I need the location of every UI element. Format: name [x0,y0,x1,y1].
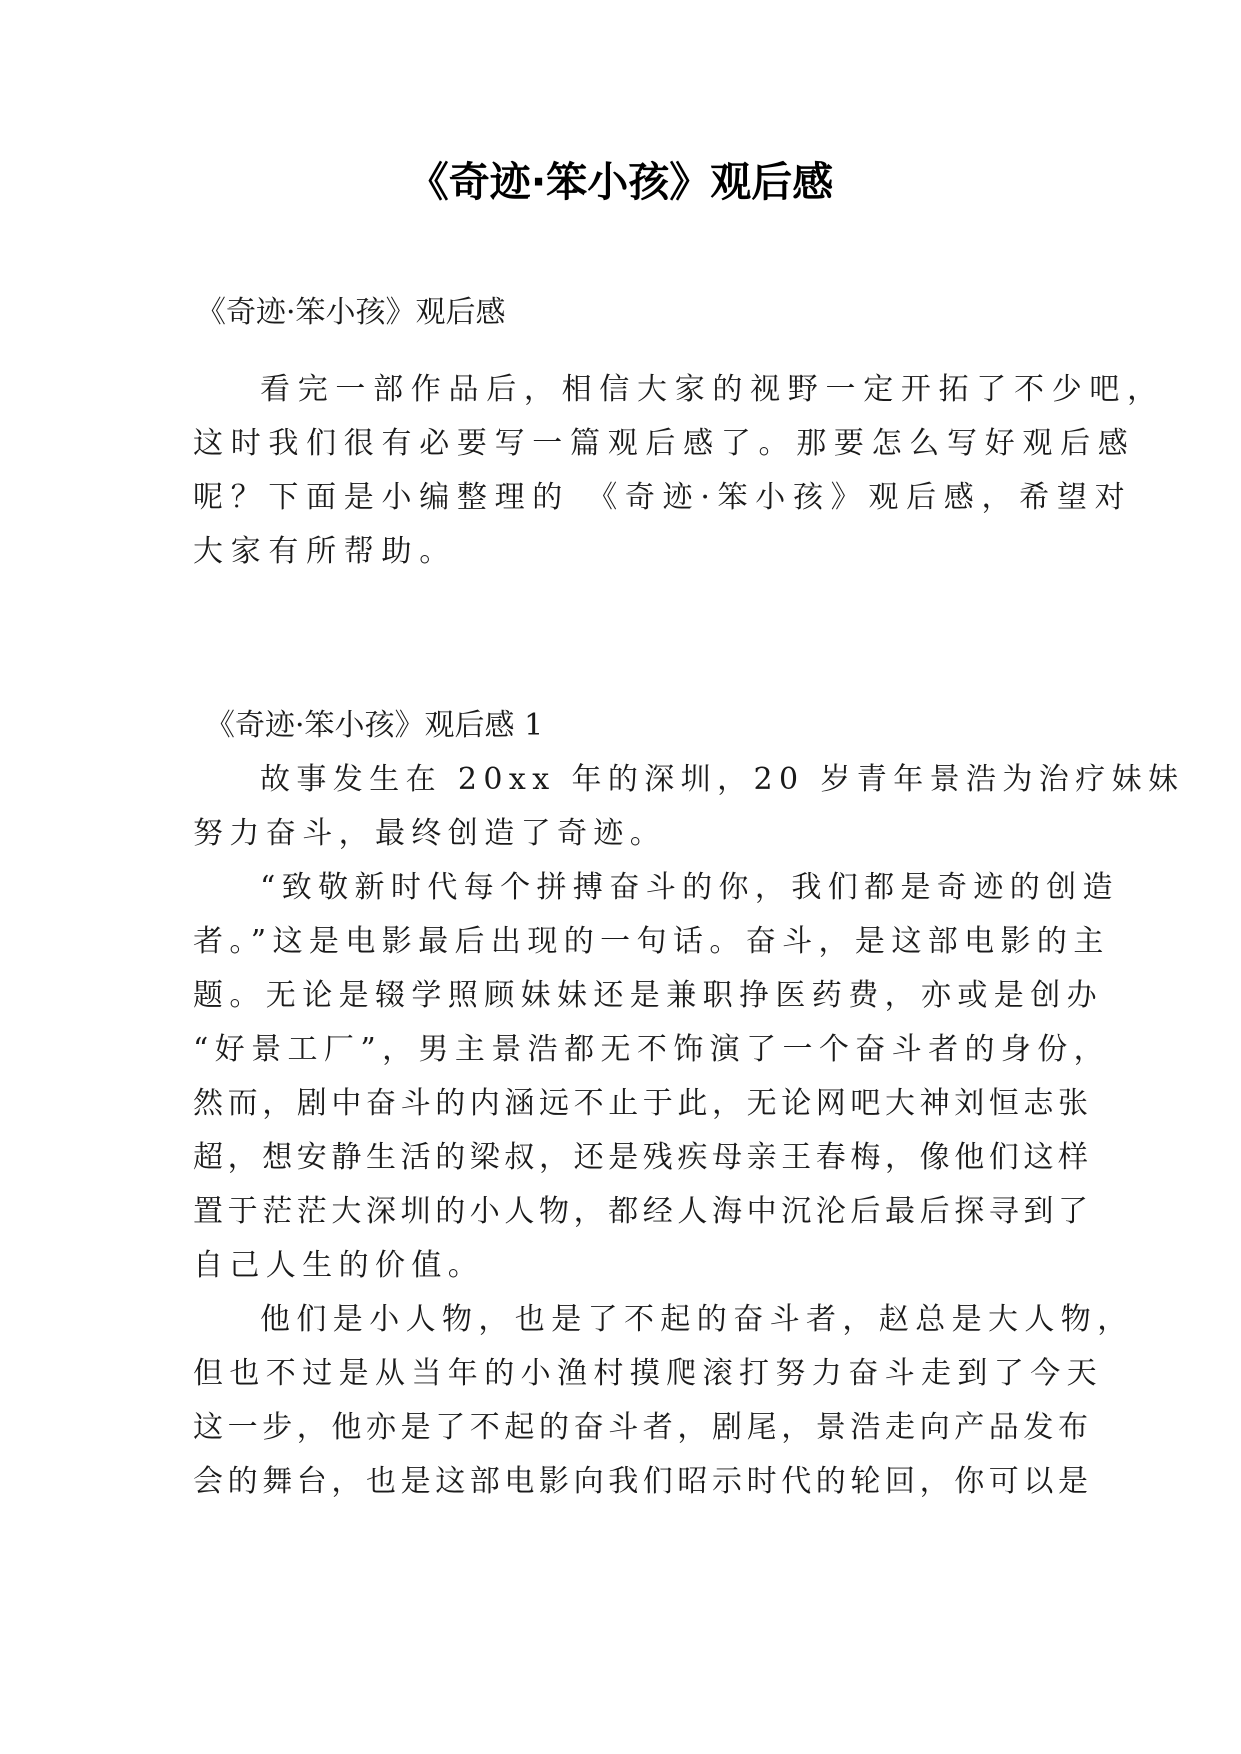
body-line: 然而，剧中奋斗的内涵远不止于此，无论网吧大神刘恒志张 [193,1086,1093,1121]
body-line: 置于茫茫大深圳的小人物，都经人海中沉沦后最后探寻到了 [193,1194,1093,1229]
intro-line: 看完一部作品后，相信大家的视野一定开拓了不少吧， [260,372,1165,407]
body-line: 故事发生在 20xx 年的深圳，20 岁青年景浩为治疗妹妹 [260,762,1185,797]
document-title: 《奇迹·笨小孩》观后感 [407,158,834,206]
body-line: 自己人生的价值。 [193,1248,485,1283]
intro-line: 呢？下面是小编整理的 《奇迹·笨小孩》观后感，希望对 [193,480,1133,515]
body-line: 者。”这是电影最后出现的一句话。奋斗，是这部电影的主 [193,924,1110,959]
body-line: 但也不过是从当年的小渔村摸爬滚打努力奋斗走到了今天 [193,1356,1103,1391]
body-line: 超，想安静生活的梁叔，还是残疾母亲王春梅，像他们这样 [193,1140,1093,1175]
body-line: 努力奋斗，最终创造了奇迹。 [193,816,667,851]
intro-line: 大家有所帮助。 [193,534,457,569]
body-line: 题。无论是辍学照顾妹妹还是兼职挣医药费，亦或是创办 [193,978,1103,1013]
body-line: 会的舞台，也是这部电影向我们昭示时代的轮回，你可以是 [193,1464,1093,1499]
body-line: “致敬新时代每个拼搏奋斗的你，我们都是奇迹的创造 [260,870,1119,905]
section-heading: 《奇迹·笨小孩》观后感 1 [205,708,544,743]
intro-line: 这时我们很有必要写一篇观后感了。那要怎么写好观后感 [193,426,1136,461]
body-line: “好景工厂”，男主景浩都无不饰演了一个奋斗者的身份， [193,1032,1111,1067]
body-line: 他们是小人物，也是了不起的奋斗者，赵总是大人物， [260,1302,1134,1337]
document-subtitle: 《奇迹·笨小孩》观后感 [196,295,506,330]
body-line: 这一步，他亦是了不起的奋斗者，剧尾，景浩走向产品发布 [193,1410,1093,1445]
